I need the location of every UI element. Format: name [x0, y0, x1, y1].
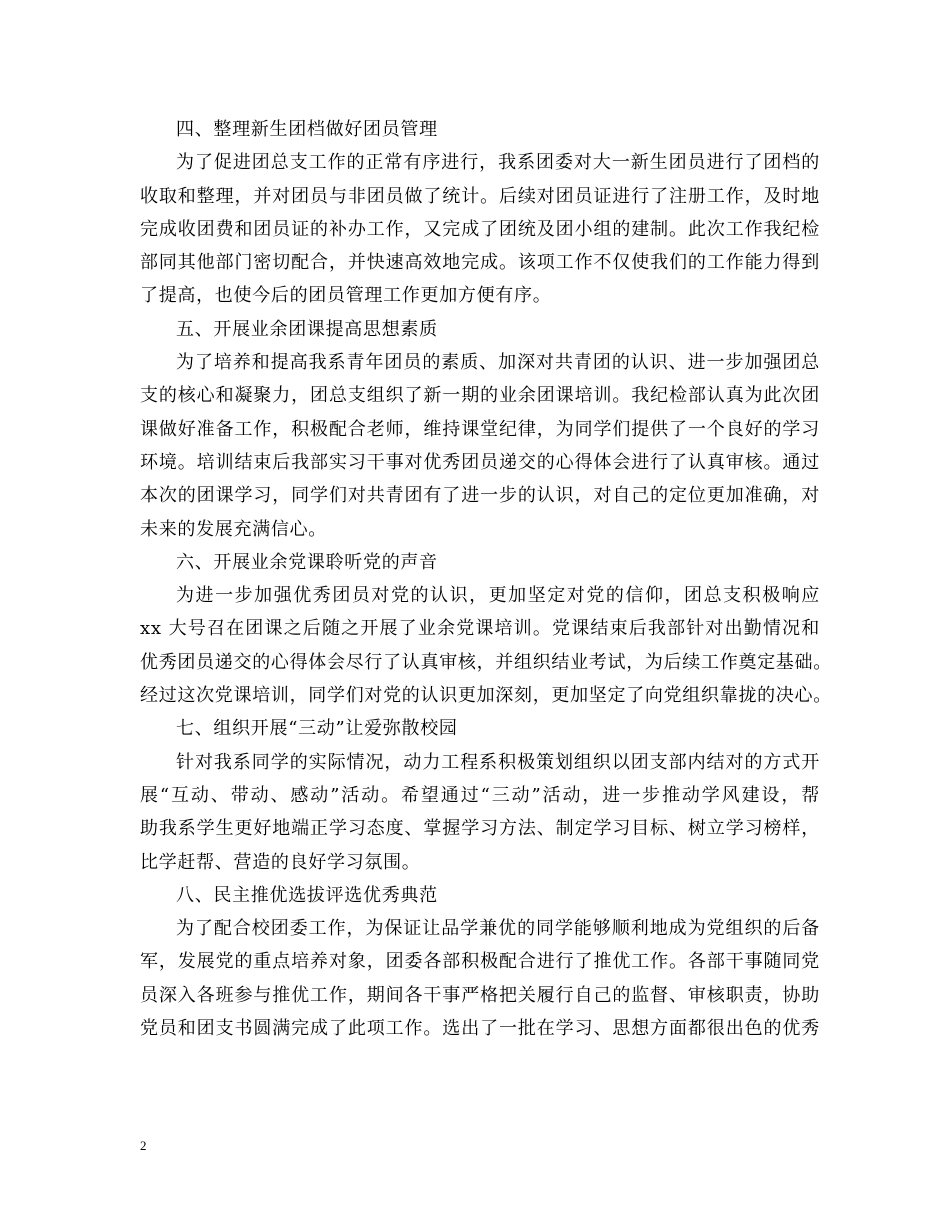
paragraph-line: 员深入各班参与推优工作，期间各干事严格把关履行自己的监督、审核职责，协助 — [140, 984, 820, 1006]
paragraph-line: 收取和整理，并对团员与非团员做了统计。后续对团员证进行了注册工作，及时地 — [140, 185, 820, 207]
section-heading: 八、民主推优选拔评选优秀典范 — [176, 884, 438, 906]
section-5 — [140, 313, 820, 546]
section-paragraph — [140, 912, 820, 1045]
paragraph-line: 助我系学生更好地端正学习态度、掌握学习方法、制定学习目标、树立学习榜样， — [140, 818, 820, 840]
paragraph-line: 为了促进团总支工作的正常有序进行，我系团委对大一新生团员进行了团档的 — [176, 152, 820, 174]
paragraph-line: 展“互动、带动、感动”活动。希望通过“三动”活动，进一步推动学风建设，帮 — [140, 784, 820, 806]
paragraph-line: 针对我系同学的实际情况，动力工程系积极策划组织以团支部内结对的方式开 — [176, 751, 820, 773]
paragraph-line: 完成收团费和团员证的补办工作，又完成了团统及团小组的建制。此次工作我纪检 — [140, 218, 820, 240]
page-number: 2 — [140, 1138, 147, 1153]
paragraph-line: 为了配合校团委工作，为保证让品学兼优的同学能够顺利地成为党组织的后备 — [176, 918, 820, 940]
paragraph-line: 本次的团课学习，同学们对共青团有了进一步的认识，对自己的定位更加准确，对 — [140, 485, 820, 507]
document-body — [140, 113, 832, 1045]
section-7 — [140, 712, 820, 878]
section-paragraph — [140, 746, 820, 879]
section-paragraph — [140, 346, 820, 546]
section-heading: 四、整理新生团档做好团员管理 — [176, 119, 438, 140]
paragraph-line: 党员和团支书圆满完成了此项工作。选出了一批在学习、思想方面都很出色的优秀 — [140, 1018, 820, 1040]
paragraph-line: 为了培养和提高我系青年团员的素质、加深对共青团的认识、进一步加强团总 — [176, 352, 820, 374]
paragraph-line: 优秀团员递交的心得体会尽行了认真审核，并组织结业考试，为后续工作奠定基础。 — [140, 651, 832, 673]
section-heading: 七、组织开展“三动”让爱弥散校园 — [176, 718, 458, 740]
paragraph-line: 环境。培训结束后我部实习干事对优秀团员递交的心得体会进行了认真审核。通过 — [140, 451, 820, 473]
paragraph-line: xx 大号召在团课之后随之开展了业余党课培训。党课结束后我部针对出勤情况和 — [140, 618, 820, 640]
paragraph-line: 比学赶帮、营造的良好学习氛围。 — [140, 851, 421, 873]
section-8 — [140, 879, 820, 1045]
section-heading: 六、开展业余党课聆听党的声音 — [176, 551, 438, 573]
paragraph-line: 未来的发展充满信心。 — [140, 518, 327, 540]
section-paragraph — [140, 146, 820, 312]
paragraph-line: 了提高，也使今后的团员管理工作更加方便有序。 — [140, 285, 552, 307]
section-6 — [140, 546, 832, 712]
paragraph-line: 经过这次党课培训，同学们对党的认识更加深刻，更加坚定了向党组织靠拢的决心。 — [140, 685, 832, 707]
paragraph-line: 课做好准备工作，积极配合老师，维持课堂纪律，为同学们提供了一个良好的学习 — [140, 418, 820, 440]
paragraph-line: 军，发展党的重点培养对象，团委各部积极配合进行了推优工作。各部干事随同党 — [140, 951, 820, 973]
section-paragraph — [140, 579, 832, 712]
section-4 — [140, 113, 820, 313]
paragraph-line: 支的核心和凝聚力，团总支组织了新一期的业余团课培训。我纪检部认真为此次团 — [140, 385, 820, 407]
paragraph-line: 为进一步加强优秀团员对党的认识，更加坚定对党的信仰，团总支积极响应 — [176, 585, 820, 607]
section-heading: 五、开展业余团课提高思想素质 — [176, 318, 438, 340]
paragraph-line: 部同其他部门密切配合，并快速高效地完成。该项工作不仅使我们的工作能力得到 — [140, 252, 820, 274]
